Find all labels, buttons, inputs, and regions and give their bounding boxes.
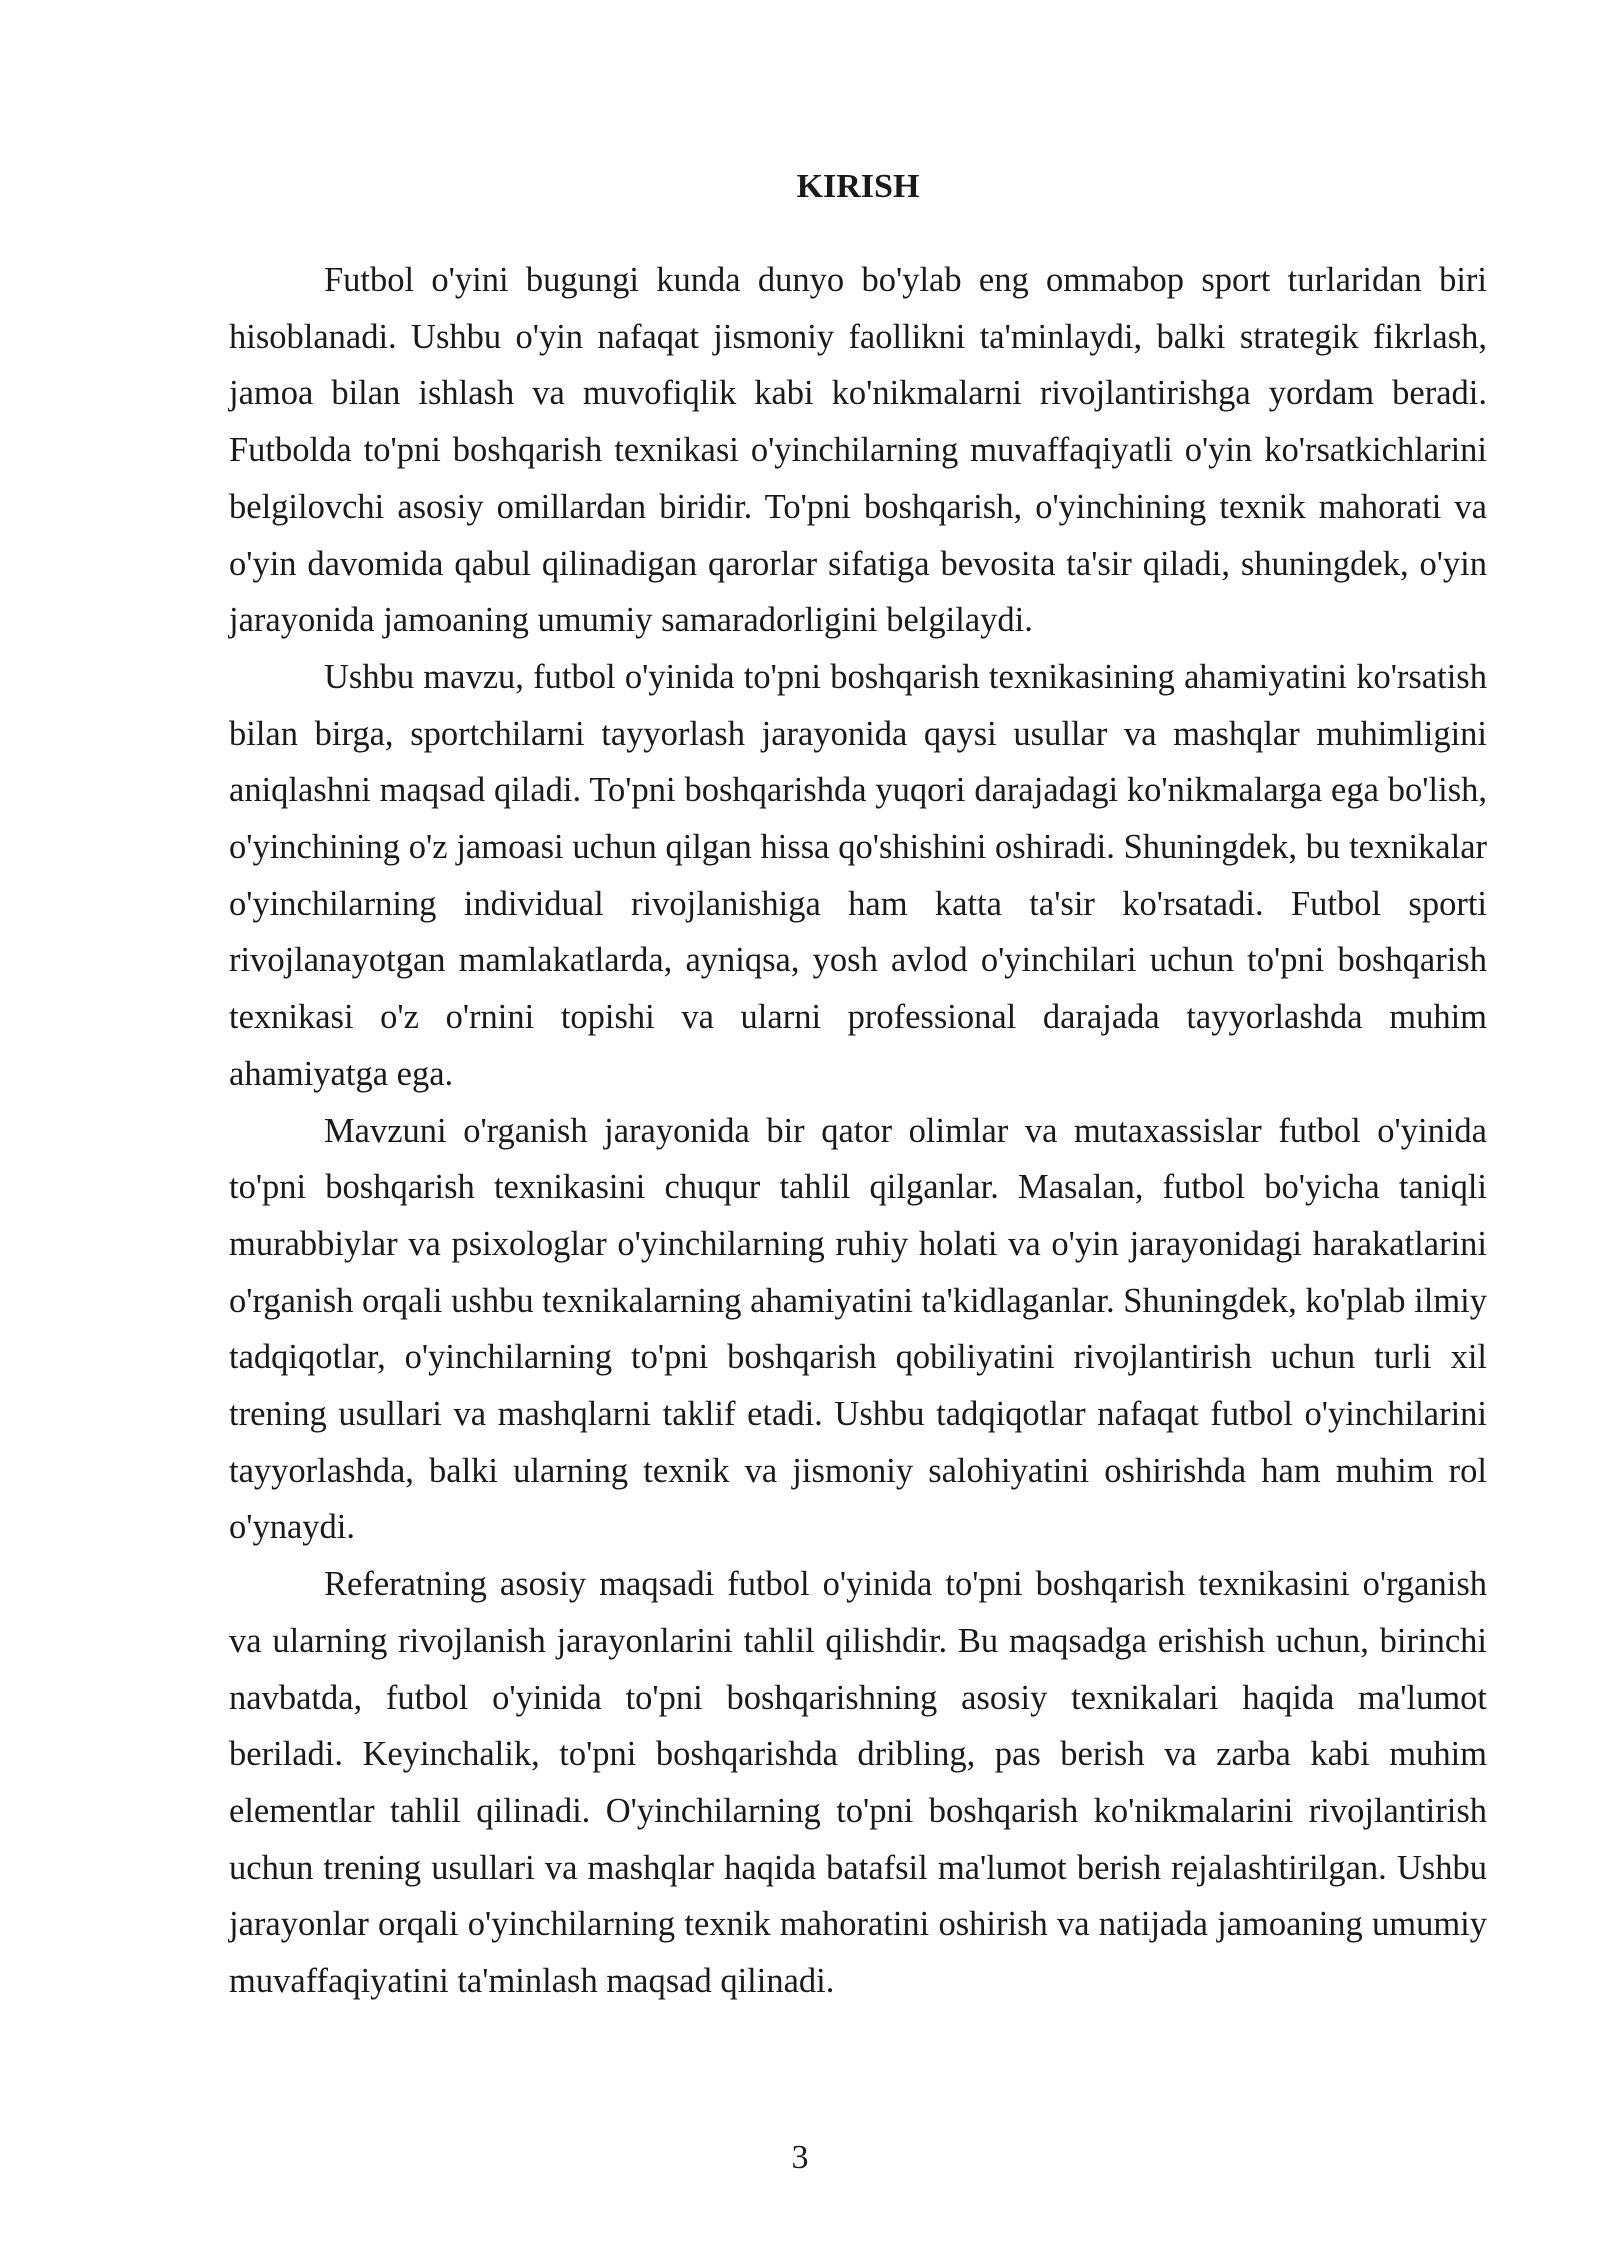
body-text xyxy=(229,252,1487,2010)
section-title: KIRISH xyxy=(796,168,920,205)
paragraph-1: Futbol o'yini bugungi kunda dunyo bo'ylab eng ommabop sport turlaridan biri hisoblanadi. Ushbu o'yin nafaqat jismoniy faollikni ta'minlaydi, balki strategik fikrlash, jamoa bilan ishlash va muvofiqlik kabi ko'nikmalarni rivojlantirishga yordam beradi. Futbolda to'pni boshqarish texnikasi o'yinchilarning muvaffaqiyatli o'yin ko'rsatkichlarini belgilovchi asosiy omillardan biridir. To'pni boshqarish, o'yinchining texnik mahorati va o'yin davomida qabul qilinadigan qarorlar sifatiga bevosita ta'sir qiladi, shuningdek, o'yin jarayonida jamoaning umumiy samaradorligini belgilaydi. xyxy=(229,261,1487,640)
page-number: 3 xyxy=(791,2139,809,2176)
paragraph-4: Referatning asosiy maqsadi futbol o'yinida to'pni boshqarish texnikasini o'rganish va ularning rivojlanish jarayonlarini tahlil qilishdir. Bu maqsadga erishish uchun, birinchi navbatda, futbol o'yinida to'pni boshqarishning asosiy texnikalari haqida ma'lumot beriladi. Keyinchalik, to'pni boshqarishda dribling, pas berish va zarba kabi muhim elementlar tahlil qilinadi. O'yinchilarning to'pni boshqarish ko'nikmalarini rivojlantirish uchun trening usullari va mashqlar haqida batafsil ma'lumot berish rejalashtirilgan. Ushbu jarayonlar orqali o'yinchilarning texnik mahoratini oshirish va natijada jamoaning umumiy muvaffaqiyatini ta'minlash maqsad qilinadi. xyxy=(229,1565,1487,2001)
paragraph-2: Ushbu mavzu, futbol o'yinida to'pni boshqarish texnikasining ahamiyatini ko'rsatish bilan birga, sportchilarni tayyorlash jarayonida qaysi usullar va mashqlar muhimligini aniqlashni maqsad qiladi. To'pni boshqarishda yuqori darajadagi ko'nikmalarga ega bo'lish, o'yinchining o'z jamoasi uchun qilgan hissa qo'shishini oshiradi. Shuningdek, bu texnikalar o'yinchilarning individual rivojlanishiga ham katta ta'sir ko'rsatadi. Futbol sporti rivojlanayotgan mamlakatlarda, ayniqsa, yosh avlod o'yinchilari uchun to'pni boshqarish texnikasi o'z o'rnini topishi va ularni professional darajada tayyorlashda muhim ahamiyatga ega. xyxy=(229,657,1487,1093)
paragraph-3: Mavzuni o'rganish jarayonida bir qator olimlar va mutaxassislar futbol o'yinida to'pni boshqarish texnikasini chuqur tahlil qilganlar. Masalan, futbol bo'yicha taniqli murabbiylar va psixologlar o'yinchilarning ruhiy holati va o'yin jarayonidagi harakatlarini o'rganish orqali ushbu texnikalarning ahamiyatini ta'kidlaganlar. Shuningdek, ko'plab ilmiy tadqiqotlar, o'yinchilarning to'pni boshqarish qobiliyatini rivojlantirish uchun turli xil trening usullari va mashqlarni taklif etadi. Ushbu tadqiqotlar nafaqat futbol o'yinchilarini tayyorlashda, balki ularning texnik va jismoniy salohiyatini oshirishda ham muhim rol o'ynaydi. xyxy=(229,1111,1487,1547)
